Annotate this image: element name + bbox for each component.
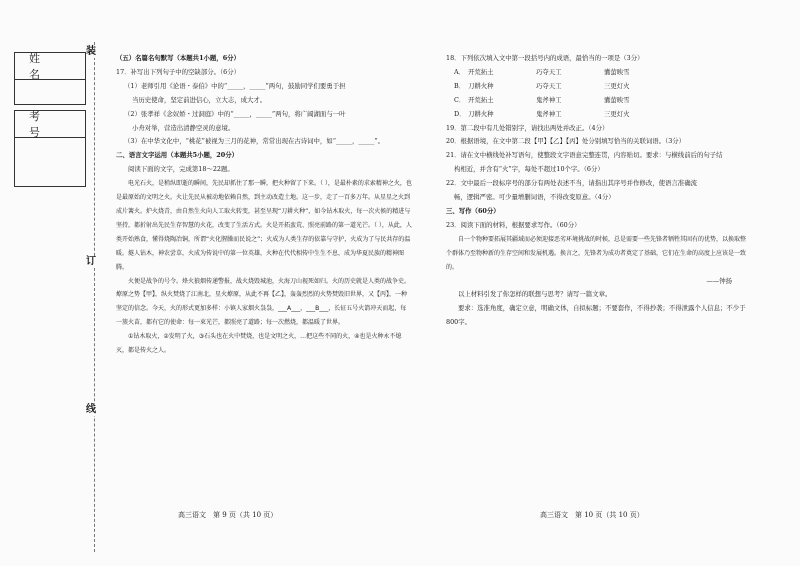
option-word: 囊萤映雪 — [604, 67, 630, 76]
question-21-line2: 构相近，并含有“火”字，每处不超过10个字。（6分） — [454, 165, 604, 174]
option-d — [446, 108, 746, 122]
name-box — [14, 52, 86, 105]
passage-paragraph-3: ①钻木取火，②发明了火，③石头也在火中焚烧，也是文明之火，…把这些不同的火，④也是火种永不熄灭，都是传火之人。 — [116, 333, 402, 355]
exam-number-blank — [15, 138, 85, 186]
page-footer-left: 高三语文 第 9 页（共 10 页） — [178, 511, 278, 519]
option-key: A． — [454, 67, 466, 76]
essay-requirements: 要求：选准角度，确定立意，明确文体，自拟标题；不要套作，不得抄袭；不得泄露个人信息；不少于800字。 — [446, 304, 746, 327]
option-word: 刀耕火种 — [468, 81, 494, 90]
option-word: 鬼斧神工 — [536, 95, 562, 104]
binding-char-zhuang: 装 — [86, 46, 96, 57]
question-22-line2: 畅，逻辑严密。可少量增删词语，不得改变原意。（4分） — [454, 193, 615, 202]
binding-dashed-line — [94, 42, 95, 552]
material-signature: ——钟扬 — [706, 276, 732, 285]
question-20: 20．根据语境，在文中第二段【甲】【乙】【丙】处分别填写恰当的关联词语。（3分） — [446, 137, 686, 146]
passage-paragraph-1: 电光石火，是稍纵即逝的瞬间，先民却抓住了那一瞬，把火种留了下来。（ ），是最朴素的求索精神之火，也是最原始的文明之火。火让先民从被动地依赖自然，到主动改造土地。这一步，走了一百多万年。从星星之火到成片篝火。炉火烧青，由自然生火向人工取火转变，甚至呈现“刀耕火种”，如今钻木取火，每一次火候的精进与坚持，都折射出先民生存智慧的火花，改变了生活方式。火是开拓蛮荒、照亮前路的第一道光芒。（ ），从此，人类开始熟食，懂得烧陶冶铜，所谓“火化腥臊而民说之”；火成为人类生存的依靠与守护，火成为了与民共存的温暖。燧人钻木，神农尝草，火成为传说中的第一位英雄，火种在代代相传中生生不息，成为华夏民族的精神图腾。 — [116, 180, 412, 271]
question-21-line1: 21．请在文中横线处补写语句，使整段文字语意完整连贯，内容贴切。要求：与横线前后的句子结 — [446, 151, 723, 160]
option-word: 巧夺天工 — [536, 81, 562, 90]
page-footer-right: 高三语文 第 10 页（共 10 页） — [540, 511, 644, 519]
option-key: D． — [454, 109, 466, 118]
exam-number-label: 考号 — [15, 111, 85, 138]
name-blank — [15, 80, 85, 104]
option-word: 开荒拓土 — [468, 67, 494, 76]
question-17-3: （3）在中华文化中，“桃花”被视为三月的花神，常常出现在古诗词中，如“_____，_____”。 — [124, 137, 384, 146]
option-b — [446, 80, 746, 94]
option-a — [446, 66, 746, 80]
section3-title: 三、写作（60分） — [446, 206, 500, 215]
option-key: C． — [454, 95, 466, 104]
exam-number-box — [14, 110, 86, 187]
essay-material: 自一个物种要拓展其疆域而必须迎接恶劣环境挑战的时候，总是需要一些先锋者牺牲其固有的优势，以换取整个群体乃至物种新的生存空间和发展机遇。换言之，先锋者为成功者奠定了基础，它们在生命的高度上应该是一致的。 — [446, 235, 747, 271]
option-word: 三更灯火 — [604, 81, 630, 90]
essay-prompt: 以上材料引发了你怎样的联想与思考？请写一篇文章。 — [458, 290, 612, 299]
question-17-2-line2: 小舟对举，营造出清静空灵的意境。 — [132, 123, 235, 132]
binding-char-xian: 线 — [86, 404, 96, 415]
question-17-2-line1: （2）张孝祥《念奴娇・过洞庭》中的“_____，_____”两句，将广阔湖面与一叶 — [124, 109, 346, 118]
section2-title: 二、语言文字运用（本题共5小题，20分） — [116, 151, 238, 160]
section5-title: （五）名篇名句默写（本题共1小题，6分） — [116, 54, 240, 62]
binding-char-ding: 订 — [86, 256, 96, 267]
question-17-1-line2: 当历史使命，坚定前进信心，立大志，成大才。 — [132, 95, 267, 104]
question-17-1-line1: （1）老师引用《论语・泰伯》中的“_____，_____”两句，鼓励同学们要勇于担 — [124, 81, 346, 90]
option-word: 巧夺天工 — [536, 67, 562, 76]
option-word: 三更灯火 — [604, 109, 630, 118]
option-word: 刀耕火种 — [468, 109, 494, 118]
question-17: 17．补写出下列句子中的空缺部分。（6分） — [116, 67, 241, 76]
question-19: 19．第二段中有几处错别字，请找出两处并改正。（4分） — [446, 123, 609, 132]
right-column — [446, 52, 746, 330]
question-22-line1: 22．文中最后一段标序号的部分有两处表述不当，请指出其序号并作修改，使语言准确流 — [446, 179, 697, 188]
name-label: 姓名 — [15, 53, 85, 80]
option-word: 囊萤映雪 — [604, 95, 630, 104]
option-word: 开荒拓土 — [468, 95, 494, 104]
question-18: 18．下列依次填入文中第一段括号内的成语，最恰当的一项是（3分） — [446, 54, 644, 62]
question-23: 23．阅读下面的材料，根据要求写作。（60分） — [446, 220, 581, 229]
reading-intro: 阅读下面的文字，完成第18～22题。 — [128, 165, 234, 174]
option-c — [446, 94, 746, 108]
option-word: 鬼斧神工 — [536, 109, 562, 118]
option-key: B． — [454, 81, 466, 90]
passage-paragraph-2: 火便是战争的号令。烽火狼烟传递警报，战火烧毁城池，火海刀山视死如归。火的历史就是人类的战争史。燎原之势【甲】，纵火焚烧了江南北，星火燎原，从此不再【乙】，轰轰烈烈的火势焚毁旧世界，又【丙】，一种坚定的信念。今天，火的形式更加多样：小镇人家烟火袅袅，___A___，___B___，长征五号火箭冲天而起，每一簇火苗，都有它的使命：每一束光芒，都照亮了道路；每一次燃烧，都温暖了世界。 — [116, 277, 411, 327]
left-column — [116, 52, 412, 358]
